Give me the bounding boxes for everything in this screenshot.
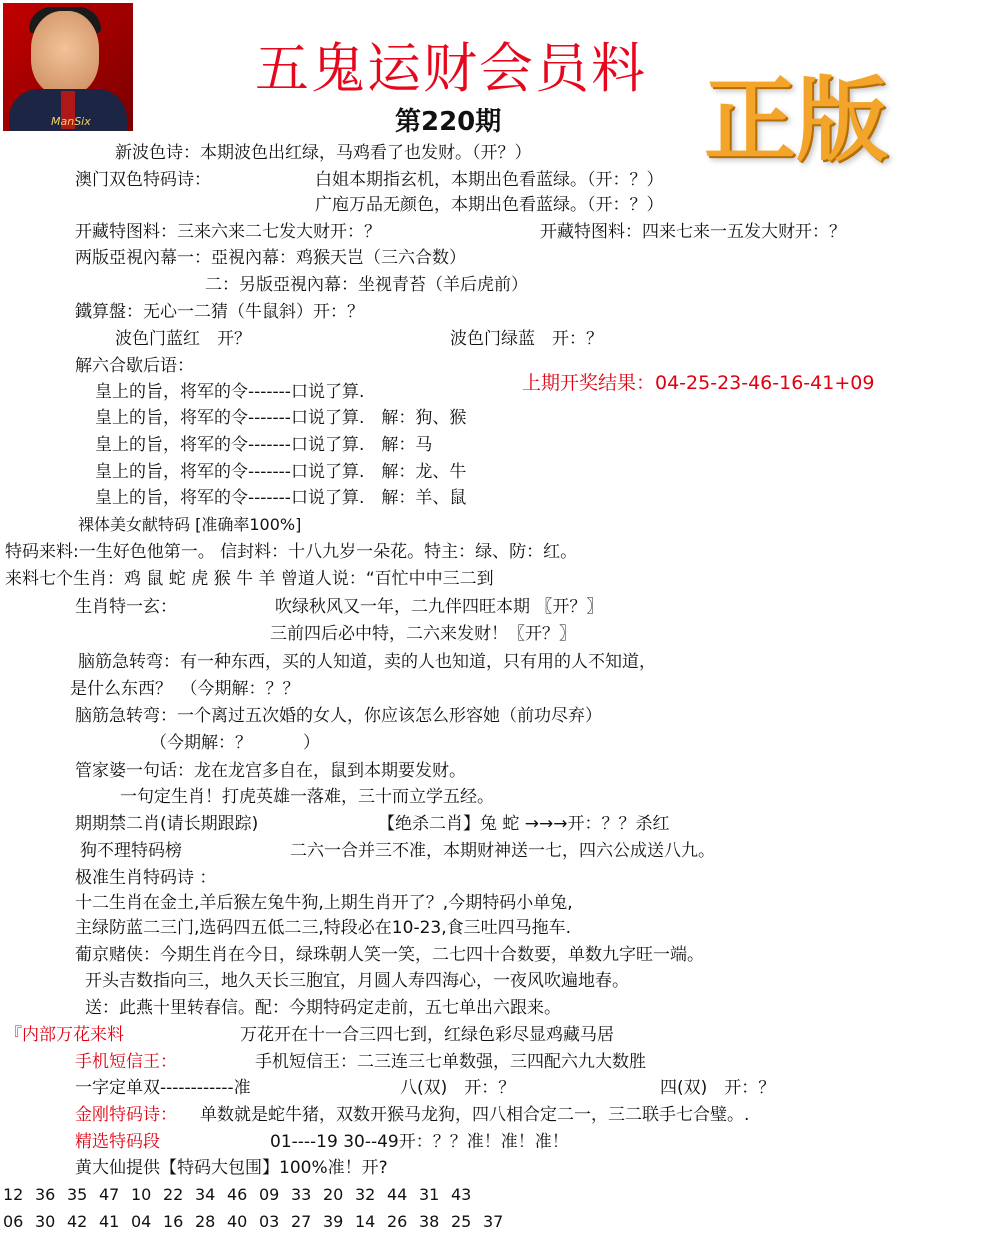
- text-line: 特码来料:一生好色他第一。 信封料：十八九岁一朵花。特主：绿、防：红。: [5, 542, 578, 562]
- number-cell: 41: [99, 1212, 120, 1231]
- text-line: 一句定生肖！打虎英雄一落难，三十而立学五经。: [120, 787, 494, 807]
- number-cell: 44: [387, 1185, 408, 1204]
- text-line: 二六一合并三不准，本期财神送一七，四六公成送八九。: [290, 841, 715, 861]
- text-line: 是什么东西？ （今期解：？？: [70, 679, 300, 699]
- text-line: 波色门蓝红 开？: [115, 329, 251, 349]
- number-row-1: [3, 1185, 483, 1205]
- section-label: 『内部万花来料: [5, 1025, 124, 1045]
- authentic-badge: 正版: [704, 67, 889, 174]
- number-row-2: [3, 1212, 515, 1232]
- text-line: 十二生肖在金土,羊后猴左兔牛狗,上期生肖开了？,今期特码小单兔,: [75, 893, 573, 913]
- text-line: 裸体美女献特码 [准确率100%]: [78, 515, 302, 534]
- text-line: 主绿防蓝二三门,选码四五低二三,特段必在10-23,食三吐四马拖车.: [75, 918, 572, 938]
- section-label: 金刚特码诗：: [75, 1105, 177, 1125]
- number-cell: 46: [227, 1185, 248, 1204]
- text-line: 解六合歇后语：: [75, 356, 194, 376]
- text-line: 波色门绿蓝 开：？: [450, 329, 603, 349]
- text-line: 来料七个生肖：鸡 鼠 蛇 虎 猴 牛 羊 曾道人说：“百忙中中三二到: [5, 569, 494, 589]
- number-cell: 31: [419, 1185, 440, 1204]
- text-line: 皇上的旨，将军的令-------口说了算. 解：马: [95, 435, 433, 455]
- number-cell: 36: [35, 1185, 56, 1204]
- number-cell: 22: [163, 1185, 184, 1204]
- text-line: 生肖特一玄：: [75, 597, 177, 617]
- text-line: 二：另版亞視內幕：坐视青苔（羊后虎前）: [205, 275, 528, 295]
- text-line: 手机短信王：二三连三七单数强，三四配六九大数胜: [255, 1052, 646, 1072]
- number-cell: 35: [67, 1185, 88, 1204]
- text-line: 脑筋急转弯：有一种东西，买的人知道，卖的人也知道，只有用的人不知道，: [78, 652, 656, 672]
- number-cell: 40: [227, 1212, 248, 1231]
- text-line: 期期禁二肖(请长期跟踪): [75, 814, 259, 834]
- last-draw-result: 上期开奖结果：04-25-23-46-16-41+09: [522, 372, 875, 394]
- number-cell: 14: [355, 1212, 376, 1231]
- text-line: 黄大仙提供【特码大包围】100%准！开?: [75, 1158, 388, 1178]
- text-line: 两版亞視內幕一：亞視內幕：鸡猴天岂（三六合数）: [75, 248, 466, 268]
- number-cell: 16: [163, 1212, 184, 1231]
- text-line: 管家婆一句话：龙在龙宫多自在，鼠到本期要发财。: [75, 761, 466, 781]
- number-cell: 26: [387, 1212, 408, 1231]
- section-label: 手机短信王：: [75, 1052, 177, 1072]
- number-cell: 10: [131, 1185, 152, 1204]
- number-cell: 12: [3, 1185, 24, 1204]
- text-line: 送：此燕十里转春信。配：今期特码定走前，五七单出六跟来。: [85, 998, 561, 1018]
- text-line: （今期解：？ ）: [150, 733, 320, 753]
- text-line: 【绝杀二肖】兔 蛇 →→→开：？？杀红: [378, 814, 670, 834]
- number-cell: 27: [291, 1212, 312, 1231]
- text-line: 广庖万品无颜色，本期出色看蓝绿。（开：？）: [315, 195, 664, 215]
- text-line: 01----19 30--49开：？？准！准！准！: [270, 1132, 569, 1152]
- text-line: 万花开在十一合三四七到，红绿色彩尽显鸡藏马居: [240, 1025, 614, 1045]
- text-line: 一字定单双------------准: [75, 1078, 251, 1098]
- text-line: 四(双) 开：？: [660, 1078, 776, 1098]
- text-line: 皇上的旨，将军的令-------口说了算. 解：龙、牛: [95, 462, 467, 482]
- text-line: 三前四后必中特，二六来发财！〖开？〗: [270, 624, 576, 644]
- text-line: 皇上的旨，将军的令-------口说了算. 解：狗、猴: [95, 408, 467, 428]
- text-line: 吹绿秋风又一年，二九伴四旺本期 〖开？〗: [275, 597, 604, 617]
- text-line: 开头吉数指向三，地久天长三胞宜，月圆人寿四海心，一夜风吹遍地春。: [85, 971, 629, 991]
- number-cell: 34: [195, 1185, 216, 1204]
- text-line: 开藏特图料：四来七来一五发大财开：？: [540, 222, 846, 242]
- text-line: 葡京赌侠：今期生肖在今日，绿珠朝人笑一笑，二七四十合数要，单数九字旺一端。: [75, 945, 704, 965]
- number-cell: 39: [323, 1212, 344, 1231]
- number-cell: 33: [291, 1185, 312, 1204]
- number-cell: 32: [355, 1185, 376, 1204]
- number-cell: 25: [451, 1212, 472, 1231]
- issue-number: 第220期: [395, 107, 502, 137]
- number-cell: 03: [259, 1212, 280, 1231]
- number-cell: 09: [259, 1185, 280, 1204]
- text-line: 皇上的旨，将军的令-------口说了算.: [95, 382, 365, 402]
- number-cell: 20: [323, 1185, 344, 1204]
- text-line: 白姐本期指玄机，本期出色看蓝绿。（开：？）: [315, 170, 664, 190]
- text-line: 八(双) 开：？: [400, 1078, 516, 1098]
- section-label: 精选特码段: [75, 1132, 160, 1152]
- text-line: 新波色诗：本期波色出红绿，马鸡看了也发财。（开？）: [115, 143, 532, 163]
- text-line: 单数就是蛇牛猪，双数开猴马龙狗，四八相合定二一，三二联手七合璧。.: [200, 1105, 750, 1125]
- number-cell: 38: [419, 1212, 440, 1231]
- number-cell: 43: [451, 1185, 472, 1204]
- text-line: 澳门双色特码诗：: [75, 170, 211, 190]
- photo-face: [31, 11, 99, 95]
- text-line: 皇上的旨，将军的令-------口说了算. 解：羊、鼠: [95, 488, 467, 508]
- text-line: 开藏特图料：三来六来二七发大财开：？: [75, 222, 381, 242]
- number-cell: 06: [3, 1212, 24, 1231]
- host-photo: [3, 3, 133, 131]
- text-line: 鐵算盤：无心一二猜（牛鼠斜）开：？: [75, 302, 364, 322]
- text-line: 狗不理特码榜: [80, 841, 182, 861]
- number-cell: 37: [483, 1212, 504, 1231]
- photo-brand: ManSix: [51, 115, 91, 128]
- text-line: 脑筋急转弯：一个离过五次婚的女人，你应该怎么形容她（前功尽弃）: [75, 706, 602, 726]
- number-cell: 28: [195, 1212, 216, 1231]
- text-line: 极准生肖特码诗 ：: [75, 868, 217, 888]
- number-cell: 47: [99, 1185, 120, 1204]
- page-title: 五鬼运财会员料: [255, 37, 647, 100]
- number-cell: 42: [67, 1212, 88, 1231]
- number-cell: 04: [131, 1212, 152, 1231]
- number-cell: 30: [35, 1212, 56, 1231]
